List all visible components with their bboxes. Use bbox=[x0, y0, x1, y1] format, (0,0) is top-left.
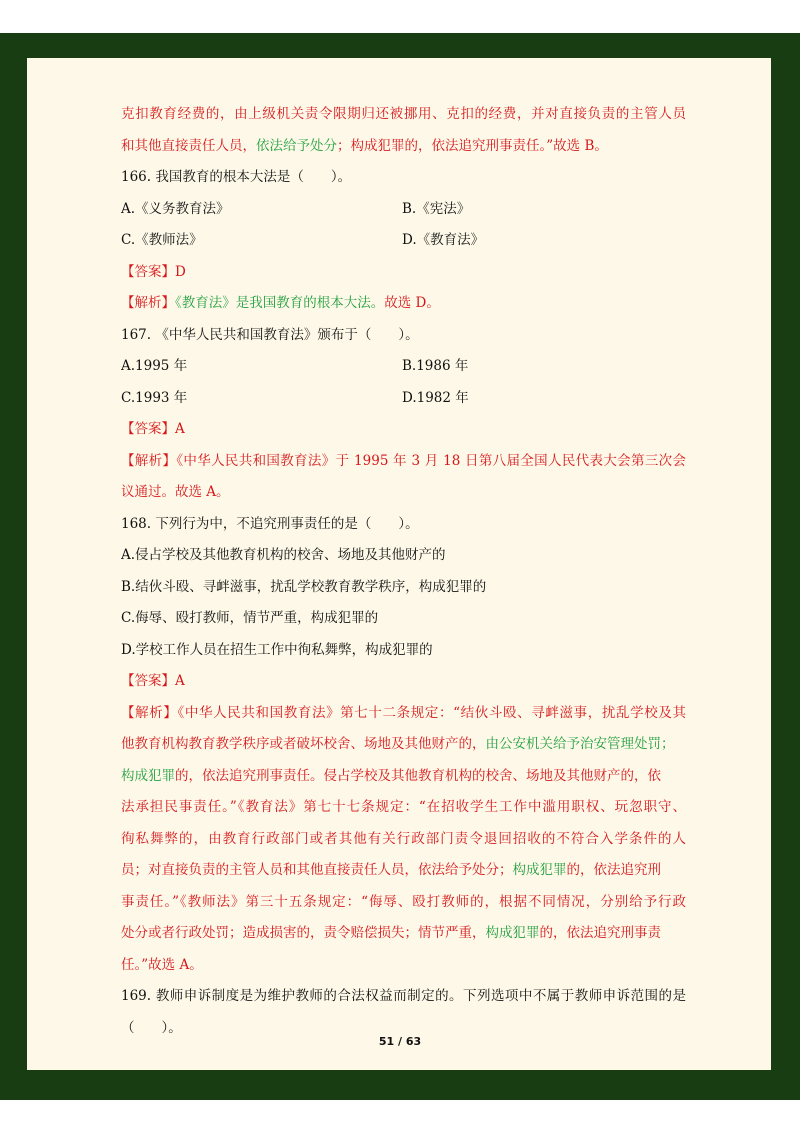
document-body bbox=[121, 99, 686, 1044]
analysis-167-line-2: 议通过。故选 A。 bbox=[121, 484, 230, 500]
option-b: B.《宪法》 bbox=[402, 200, 471, 217]
intro-line-2c: ；构成犯罪的，依法追究刑事责任。”故选 B。 bbox=[337, 137, 608, 154]
option-b: B.结伙斗殴、寻衅滋事，扰乱学校教育教学秩序，构成犯罪的 bbox=[121, 578, 487, 595]
analysis-seg: 的，依法追究刑事责 bbox=[539, 925, 661, 941]
analysis-168-line-8 bbox=[121, 918, 686, 950]
question-166: 166. 我国教育的根本大法是（ ）。 bbox=[121, 169, 352, 185]
intro-line-2a: 和其他直接责任人员， bbox=[121, 137, 256, 154]
intro-line-2 bbox=[121, 131, 686, 163]
option-b: B.1986 年 bbox=[402, 358, 469, 374]
option-d: D.《教育法》 bbox=[402, 232, 485, 248]
analysis-highlight: 构成犯罪 bbox=[485, 925, 540, 941]
options-row bbox=[121, 383, 686, 415]
analysis-168-line-4: 法承担民事责任。”《教育法》第七十七条规定：“在招收学生工作中滥用职权、玩忽职守、 bbox=[121, 799, 686, 815]
analysis-168-line-1: 【解析】《中华人民共和国教育法》第七十二条规定：“结伙斗殴、寻衅滋事，扰乱学校及其 bbox=[121, 704, 686, 721]
analysis-166 bbox=[121, 288, 686, 320]
question-168: 168. 下列行为中，不追究刑事责任的是（ ）。 bbox=[121, 515, 419, 532]
analysis-highlight: 构成犯罪 bbox=[121, 767, 175, 784]
analysis-seg: 他教育机构教育教学秩序或者破坏校舍、场地及其他财产的， bbox=[121, 736, 486, 752]
answer-166: 【答案】D bbox=[121, 263, 186, 280]
options-row bbox=[121, 194, 686, 226]
analysis-seg: 处分或者行政处罚；造成损害的，责令赔偿损失；情节严重， bbox=[121, 925, 486, 941]
question-169-line-1: 169. 教师申诉制度是为维护教师的合法权益而制定的。下列选项中不属于教师申诉范围的是 bbox=[121, 988, 686, 1004]
analysis-168-line-7: 事责任。”《教师法》第三十五条规定：“侮辱、殴打教师的，根据不同情况，分别给予行政 bbox=[121, 893, 686, 910]
option-a: A.《义务教育法》 bbox=[121, 200, 230, 217]
analysis-seg: 的，依法追究刑 bbox=[566, 862, 661, 878]
page-number: 51 / 63 bbox=[378, 1035, 422, 1048]
analysis-highlight: 由公安机关给予治安管理处罚； bbox=[485, 736, 675, 752]
option-a: A.1995 年 bbox=[121, 358, 188, 374]
analysis-168-line-9: 任。”故选 A。 bbox=[121, 956, 203, 973]
option-d: D.学校工作人员在招生工作中徇私舞弊，构成犯罪的 bbox=[121, 641, 433, 658]
analysis-text: 《教育法》是我国教育的根本大法。 bbox=[175, 295, 385, 311]
options-row bbox=[121, 225, 686, 257]
analysis-highlight: 构成犯罪 bbox=[512, 862, 567, 878]
analysis-168-line-5: 徇私舞弊的，由教育行政部门或者其他有关行政部门责令退回招收的不符合入学条件的人 bbox=[121, 830, 686, 847]
analysis-168-line-6 bbox=[121, 855, 686, 887]
question-167: 167. 《中华人民共和国教育法》颁布于（ ）。 bbox=[121, 326, 419, 343]
analysis-tag: 【解析】 bbox=[121, 295, 175, 311]
option-c: C.侮辱、殴打教师，情节严重，构成犯罪的 bbox=[121, 610, 379, 626]
analysis-seg: 员；对直接负责的主管人员和其他直接责任人员，依法给予处分； bbox=[121, 862, 513, 878]
analysis-end: 故选 D。 bbox=[384, 295, 440, 311]
answer-167: 【答案】A bbox=[121, 421, 185, 437]
option-d: D.1982 年 bbox=[402, 389, 469, 406]
option-c: C.《教师法》 bbox=[121, 232, 203, 248]
analysis-168-line-3 bbox=[121, 761, 686, 793]
analysis-168-line-2 bbox=[121, 729, 686, 761]
analysis-167-line-1: 【解析】《中华人民共和国教育法》于 1995 年 3 月 18 日第八届全国人民代表大会第三次会 bbox=[121, 452, 686, 469]
intro-line-1: 克扣教育经费的，由上级机关责令限期归还被挪用、克扣的经费，并对直接负责的主管人员 bbox=[121, 106, 686, 122]
option-a: A.侵占学校及其他教育机构的校舍、场地及其他财产的 bbox=[121, 547, 446, 563]
answer-168: 【答案】A bbox=[121, 673, 185, 689]
intro-line-2b: 依法给予处分 bbox=[256, 137, 337, 154]
question-169-line-2: （ ）。 bbox=[121, 1019, 182, 1036]
analysis-seg: 的，依法追究刑事责任。侵占学校及其他教育机构的校舍、场地及其他财产的，依 bbox=[175, 767, 661, 784]
options-row bbox=[121, 351, 686, 383]
option-c: C.1993 年 bbox=[121, 389, 188, 406]
